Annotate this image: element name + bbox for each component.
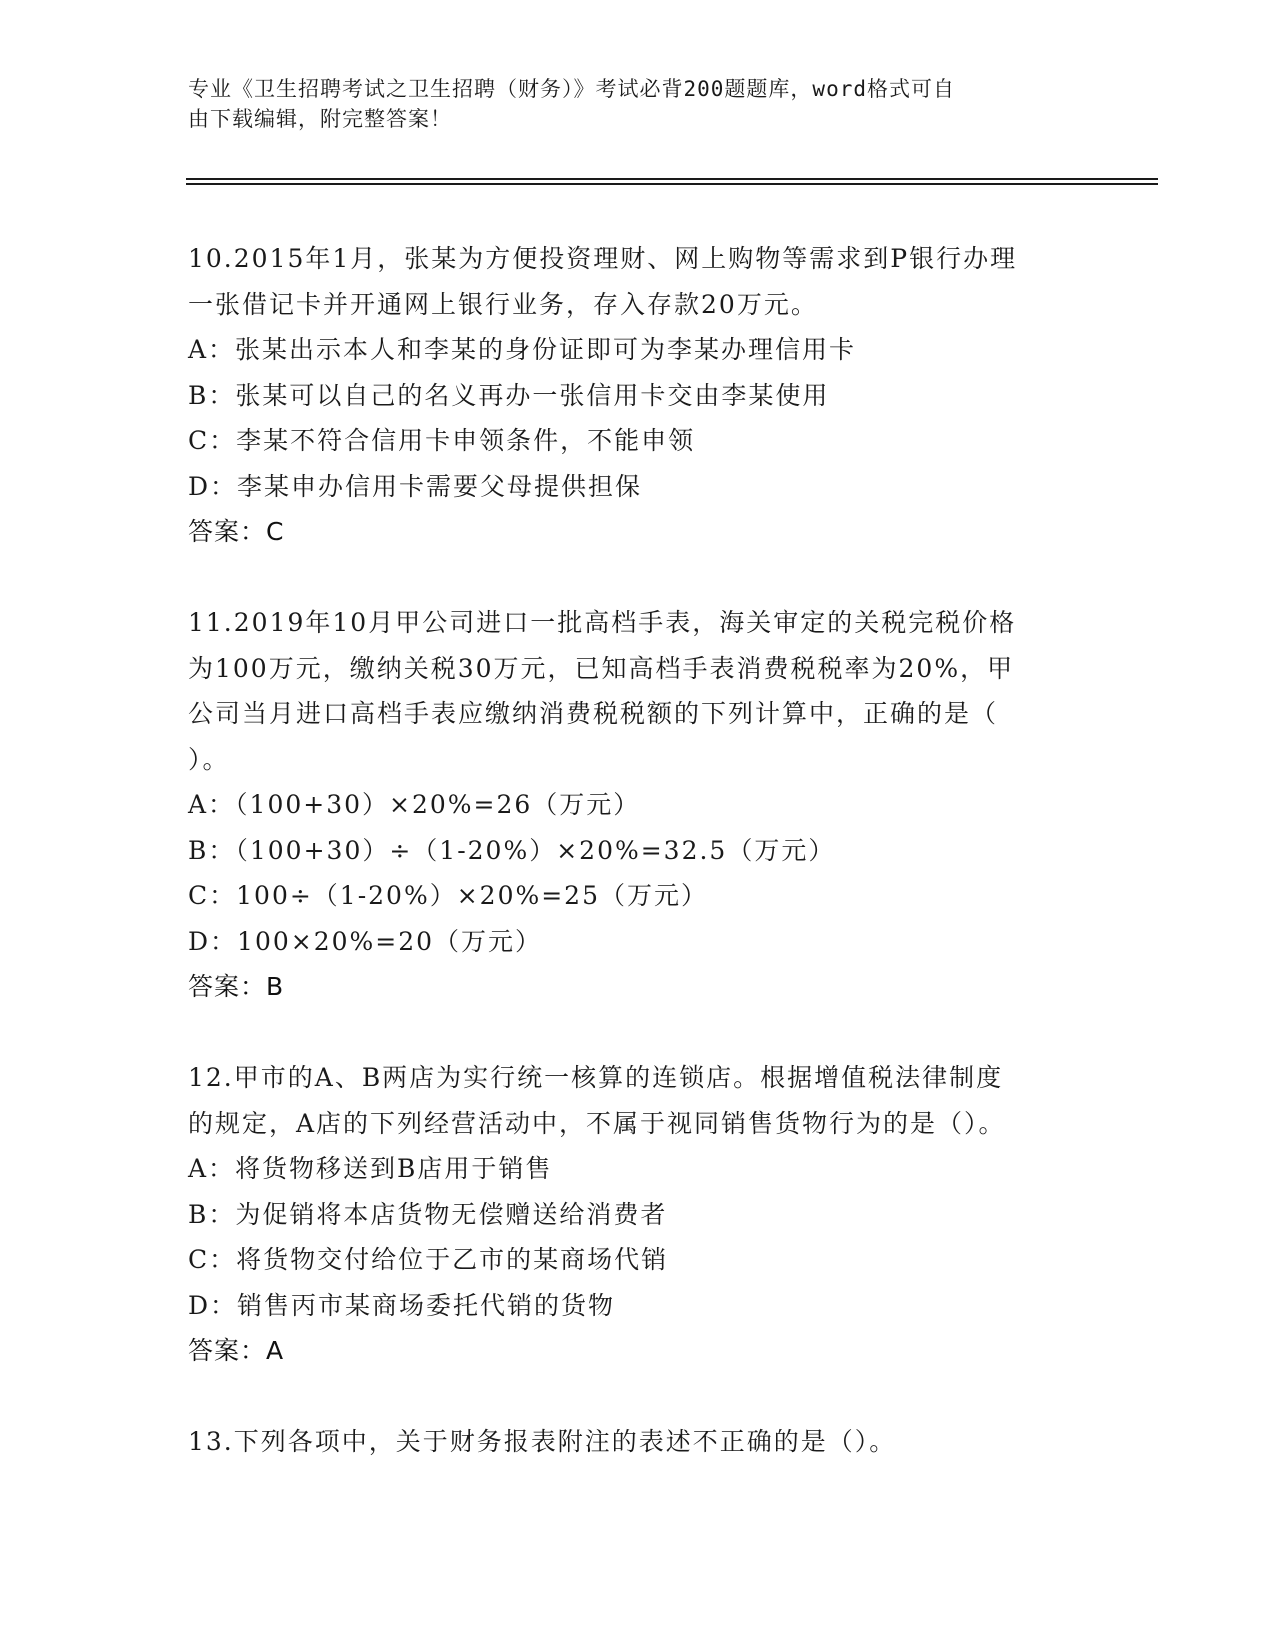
question-10-option-a: A：张某出示本人和李某的身份证即可为李某办理信用卡: [188, 335, 857, 364]
question-spacer: [188, 555, 1088, 601]
header-divider-top: [186, 178, 1158, 180]
question-11-stem-line-3: 公司当月进口高档手表应缴纳消费税税额的下列计算中，正确的是（: [188, 699, 999, 728]
question-11-answer: 答案：B: [188, 972, 285, 1001]
question-11-stem-line-4: ）。: [188, 744, 230, 774]
question-10-option-c: C：李某不符合信用卡申领条件，不能申领: [188, 426, 696, 455]
question-11-option-b: B：（100+30）÷（1-20%）×20%=32.5（万元）: [188, 835, 836, 865]
question-11-option-c: C：100÷（1-20%）×20%=25（万元）: [188, 881, 708, 910]
question-10: [188, 236, 1088, 555]
header-line-2: 由下载编辑，附完整答案！: [188, 107, 452, 131]
question-12-answer: 答案：A: [188, 1336, 285, 1365]
question-12-option-a: A：将货物移送到B店用于销售: [188, 1154, 553, 1183]
question-12-option-d: D：销售丙市某商场委托代销的货物: [188, 1290, 616, 1320]
question-10-option-d: D：李某申办信用卡需要父母提供担保: [188, 471, 643, 501]
question-11-stem-line-1: 11.2019年10月甲公司进口一批高档手表，海关审定的关税完税价格: [188, 608, 1017, 637]
question-10-option-b: B：张某可以自己的名义再办一张信用卡交由李某使用: [188, 380, 830, 410]
question-12: [188, 1055, 1088, 1374]
question-11-option-a: A：（100+30）×20%=26（万元）: [188, 790, 641, 819]
question-12-option-c: C：将货物交付给位于乙市的某商场代销: [188, 1245, 669, 1274]
question-11: [188, 600, 1088, 1010]
question-10-answer: 答案：C: [188, 517, 285, 546]
question-13: [188, 1419, 1088, 1465]
question-10-stem-line-1: 10.2015年1月，张某为方便投资理财、网上购物等需求到P银行办理: [188, 244, 1018, 273]
question-list: [188, 236, 1088, 1465]
question-11-option-d: D：100×20%=20（万元）: [188, 926, 543, 956]
header-divider-bottom: [186, 183, 1158, 185]
question-12-stem-line-1: 12.甲市的A、B两店为实行统一核算的连锁店。根据增值税法律制度: [188, 1063, 1004, 1092]
question-spacer: [188, 1374, 1088, 1420]
question-11-stem-line-2: 为100万元，缴纳关税30万元，已知高档手表消费税税率为20%，甲: [188, 653, 1015, 683]
question-12-stem-line-2: 的规定，A店的下列经营活动中，不属于视同销售货物行为的是（）。: [188, 1108, 1006, 1138]
question-13-stem-line-1: 13.下列各项中，关于财务报表附注的表述不正确的是（）。: [188, 1427, 897, 1456]
question-10-stem-line-2: 一张借记卡并开通网上银行业务，存入存款20万元。: [188, 289, 818, 319]
header-line-1: 专业《卫生招聘考试之卫生招聘（财务）》考试必背200题题库，word格式可自: [188, 77, 955, 101]
document-header: [188, 74, 1068, 134]
question-12-option-b: B：为促销将本店货物无偿赠送给消费者: [188, 1199, 668, 1229]
question-spacer: [188, 1010, 1088, 1056]
